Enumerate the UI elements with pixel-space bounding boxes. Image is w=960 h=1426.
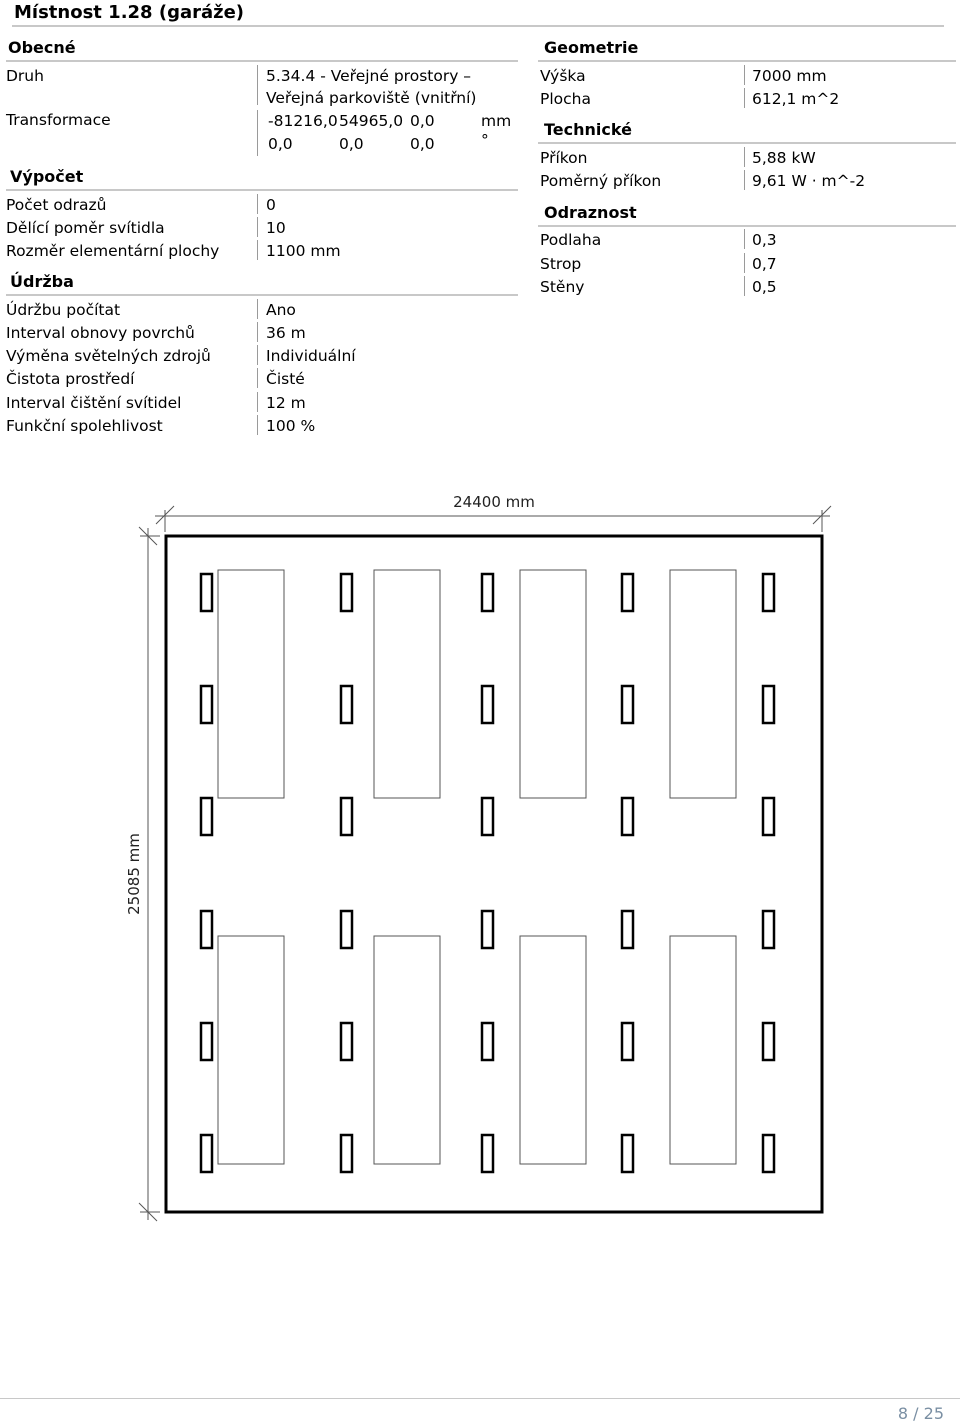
interval-obnovy-value: 36 m	[266, 324, 306, 342]
parking-area	[670, 570, 736, 798]
cistota-prostredi-label: Čistota prostředí	[6, 370, 135, 388]
transform-unit-mm: mm	[481, 112, 512, 130]
udrzbu-pocitat-label: Údržbu počítat	[6, 301, 121, 319]
rotation-z: 0,0	[410, 135, 435, 153]
parking-area	[374, 570, 440, 798]
interval-cisteni-label: Interval čištění svítidel	[6, 394, 182, 412]
interval-cisteni-value: 12 m	[266, 394, 306, 412]
luminaire	[341, 911, 352, 948]
parking-area	[670, 936, 736, 1164]
footer-divider	[0, 1398, 960, 1399]
luminaire	[763, 1135, 774, 1172]
rozmer-plochy-label: Rozměr elementární plochy	[6, 242, 220, 260]
vyska-value: 7000 mm	[752, 67, 827, 85]
podlaha-value: 0,3	[752, 231, 777, 249]
height-dimension	[125, 527, 160, 1221]
interval-obnovy-label: Interval obnovy povrchů	[6, 324, 195, 342]
transform-y: 54965,0	[339, 112, 404, 130]
podlaha-label: Podlaha	[540, 231, 602, 249]
druh-value-line1: 5.34.4 - Veřejné prostory –	[266, 67, 472, 85]
page-number: 8 / 25	[897, 1404, 944, 1423]
parking-area	[218, 936, 284, 1164]
luminaire	[341, 574, 352, 611]
prikon-value: 5,88 kW	[752, 149, 816, 167]
cistota-prostredi-value: Čisté	[266, 370, 305, 388]
luminaire	[201, 1023, 212, 1060]
druh-label: Druh	[6, 67, 44, 85]
luminaire	[763, 686, 774, 723]
section-heading-udrzba: Údržba	[10, 272, 74, 291]
vymena-zdroju-value: Individuální	[266, 347, 356, 365]
luminaire	[622, 798, 633, 835]
luminaire	[482, 798, 493, 835]
luminaire	[201, 686, 212, 723]
luminaire	[482, 686, 493, 723]
plocha-value: 612,1 m^2	[752, 90, 840, 108]
transform-unit-degree: °	[481, 131, 489, 149]
strop-label: Strop	[540, 255, 582, 273]
luminaire	[341, 686, 352, 723]
luminaire	[763, 798, 774, 835]
delici-pomer-label: Dělící poměr svítidla	[6, 219, 165, 237]
transformace-label: Transformace	[6, 111, 111, 129]
luminaire	[622, 1023, 633, 1060]
steny-value: 0,5	[752, 278, 777, 296]
width-dimension-label: 24400 mm	[453, 493, 535, 511]
luminaire	[201, 574, 212, 611]
luminaire	[341, 798, 352, 835]
rozmer-plochy-value: 1100 mm	[266, 242, 341, 260]
rotation-y: 0,0	[339, 135, 364, 153]
luminaire	[622, 911, 633, 948]
luminaire	[482, 574, 493, 611]
transform-z: 0,0	[410, 112, 435, 130]
vymena-zdroju-label: Výměna světelných zdrojů	[6, 347, 211, 365]
steny-label: Stěny	[540, 278, 585, 296]
luminaire	[201, 1135, 212, 1172]
width-dimension	[155, 493, 831, 532]
parking-area	[520, 570, 586, 798]
luminaire	[763, 574, 774, 611]
luminaire	[341, 1135, 352, 1172]
luminaire	[763, 911, 774, 948]
parking-area	[218, 570, 284, 798]
pomerny-prikon-label: Poměrný příkon	[540, 172, 662, 190]
delici-pomer-value: 10	[266, 219, 286, 237]
luminaire	[622, 1135, 633, 1172]
luminaire	[622, 686, 633, 723]
parking-area	[374, 936, 440, 1164]
strop-value: 0,7	[752, 255, 777, 273]
prikon-label: Příkon	[540, 149, 588, 167]
rotation-x: 0,0	[268, 135, 293, 153]
funkcni-spolehlivost-value: 100 %	[266, 417, 316, 435]
druh-value-line2: Veřejná parkoviště (vnitřní)	[266, 89, 477, 107]
udrzbu-pocitat-value: Ano	[266, 301, 296, 319]
height-dimension-label: 25085 mm	[125, 833, 143, 915]
pocet-odrazu-value: 0	[266, 196, 276, 214]
section-heading-vypocet: Výpočet	[10, 167, 84, 186]
pocet-odrazu-label: Počet odrazů	[6, 196, 107, 214]
luminaire	[763, 1023, 774, 1060]
luminaire	[201, 798, 212, 835]
section-heading-obecne: Obecné	[8, 38, 76, 57]
section-heading-geometrie: Geometrie	[544, 38, 639, 57]
transform-x: -81216,0	[268, 112, 338, 130]
section-heading-odraznost: Odraznost	[544, 203, 637, 222]
pomerny-prikon-value: 9,61 W · m^-2	[752, 172, 866, 190]
parking-area	[520, 936, 586, 1164]
luminaire	[482, 1135, 493, 1172]
luminaire	[482, 1023, 493, 1060]
funkcni-spolehlivost-label: Funkční spolehlivost	[6, 417, 163, 435]
luminaire	[482, 911, 493, 948]
section-heading-technicke: Technické	[544, 120, 632, 139]
luminaire	[622, 574, 633, 611]
plocha-label: Plocha	[540, 90, 591, 108]
page-title: Místnost 1.28 (garáže)	[14, 2, 245, 23]
luminaire	[201, 911, 212, 948]
room-outline	[166, 536, 822, 1212]
vyska-label: Výška	[540, 67, 586, 85]
luminaire	[341, 1023, 352, 1060]
